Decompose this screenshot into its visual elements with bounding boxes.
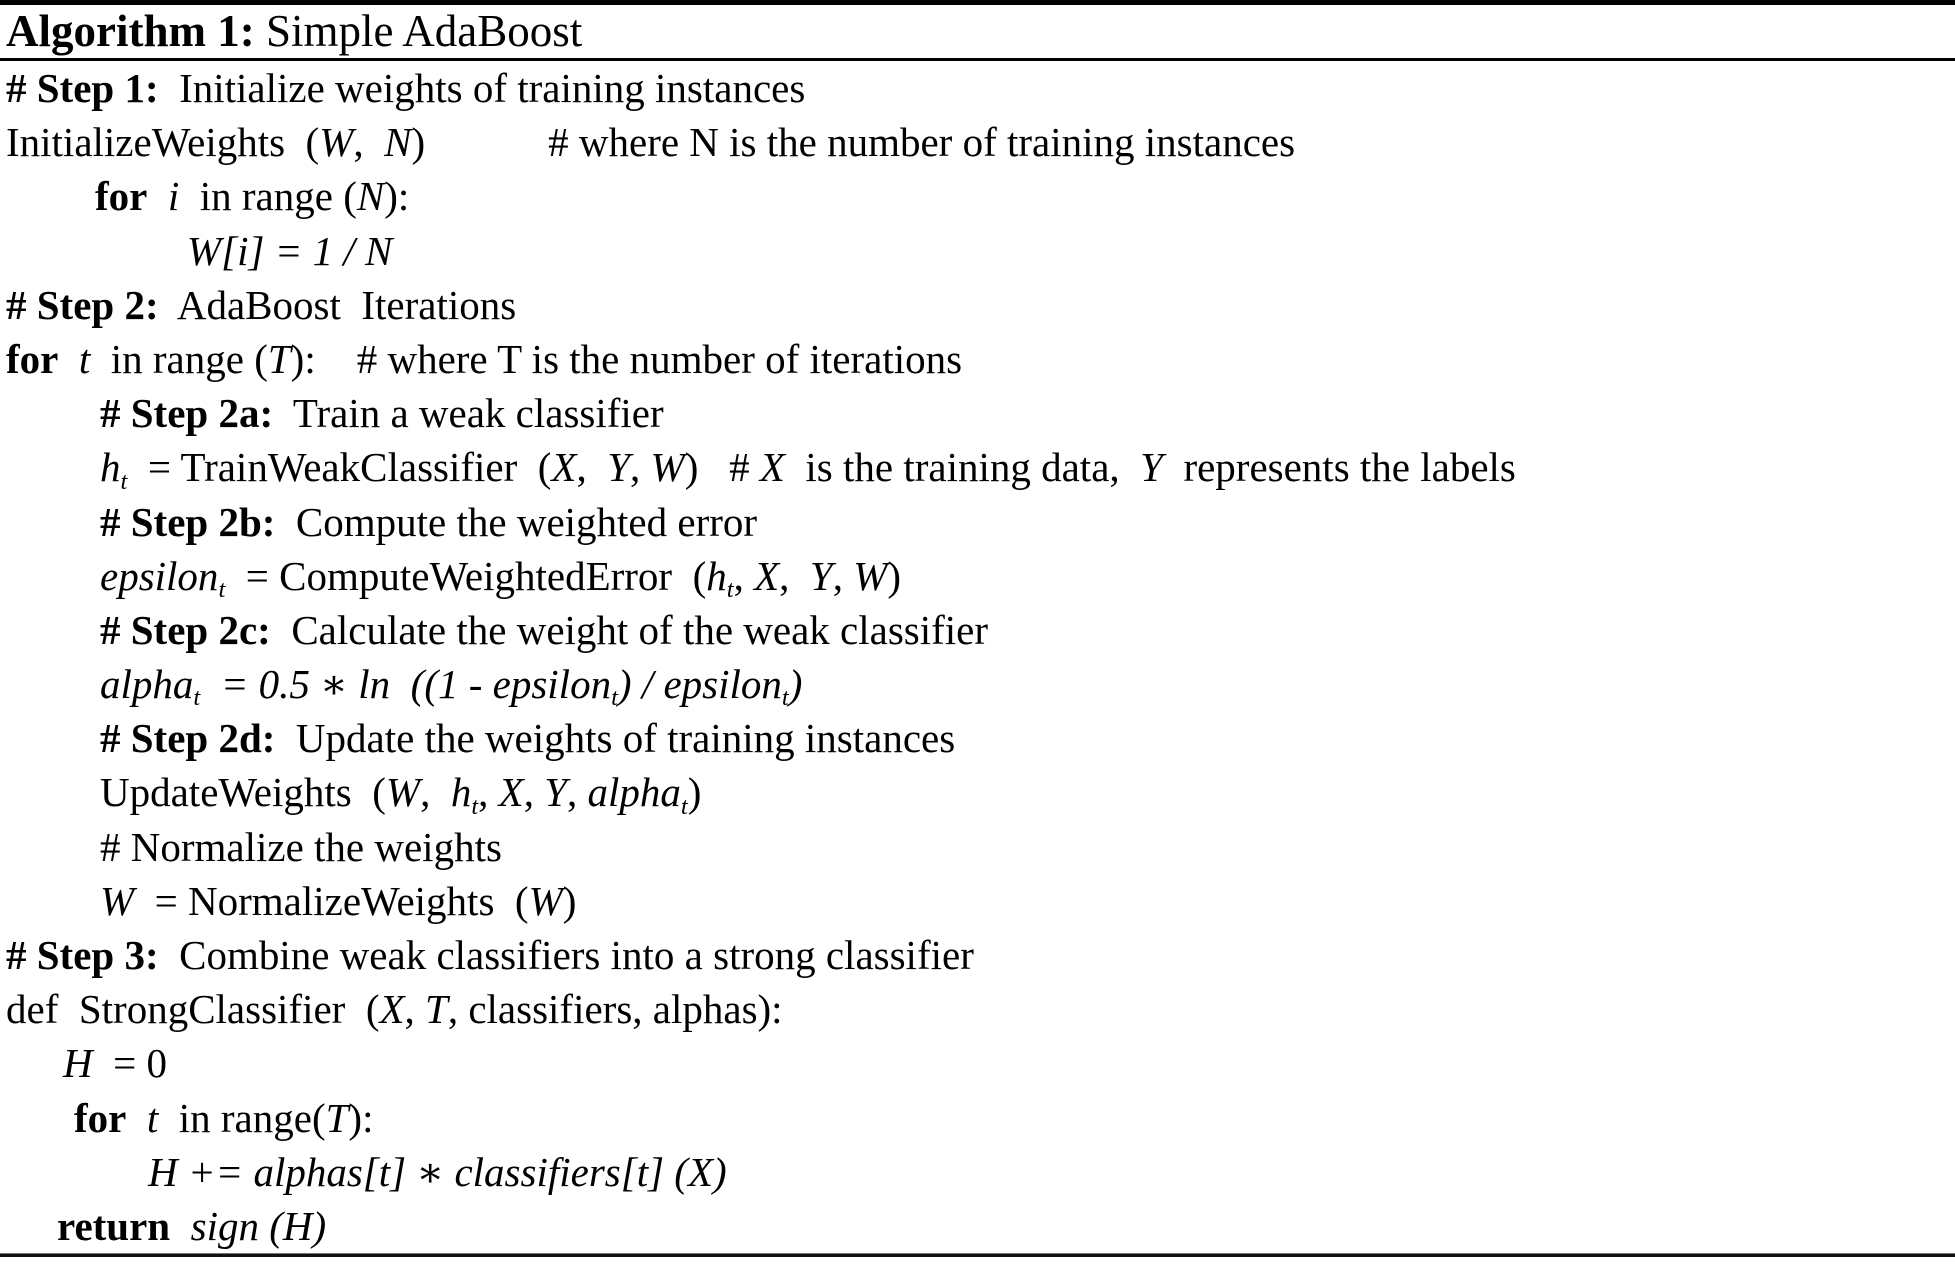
code-segment: W <box>650 444 685 491</box>
code-line-normalizeweights <box>0 874 1955 928</box>
code-segment: Y <box>544 769 568 816</box>
code-segment: for <box>95 173 148 220</box>
code-segment: Y <box>809 552 833 599</box>
code-segment: , <box>832 552 854 599</box>
code-segment: T <box>267 335 291 382</box>
code-segment: t <box>471 792 479 820</box>
code-segment: H += alphas[t] ∗ classifiers[t] (X) <box>148 1148 727 1195</box>
code-segment: Y <box>607 444 631 491</box>
code-segment: , <box>478 769 499 816</box>
code-segment: ): <box>348 1094 374 1141</box>
code-segment: X <box>759 444 785 491</box>
code-line-for-t <box>0 332 1955 386</box>
code-segment: , <box>353 119 385 166</box>
code-segment: W <box>319 119 354 166</box>
code-segment: , <box>779 552 810 599</box>
code-segment: t <box>120 467 128 495</box>
code-segment: , <box>733 552 755 599</box>
code-segment: t <box>146 1094 159 1141</box>
code-segment: i <box>167 173 180 220</box>
code-segment: t <box>193 684 201 712</box>
code-segment: ) / epsilon <box>617 661 782 708</box>
code-segment: # where N is the number of training instances <box>548 119 1296 166</box>
code-segment: # Step 2: <box>6 281 159 328</box>
code-segment: , <box>523 769 545 816</box>
code-segment: Update the weights of training instances <box>275 715 956 762</box>
code-segment: t <box>611 684 618 712</box>
code-segment: InitializeWeights ( <box>6 119 320 166</box>
code-line-updateweights <box>0 765 1955 819</box>
code-line-epsilon <box>0 549 1955 603</box>
code-segment: Calculate the weight of the weak classifier <box>270 606 989 653</box>
code-segment: X <box>551 444 577 491</box>
code-line-step2d <box>0 711 1955 765</box>
code-segment: , <box>404 986 426 1033</box>
code-line-step2b <box>0 495 1955 549</box>
code-segment: UpdateWeights ( <box>100 769 386 816</box>
code-line-h-accumulate <box>0 1145 1955 1199</box>
code-segment: h <box>450 769 472 816</box>
code-segment: W <box>100 877 135 924</box>
code-segment: in range ( <box>90 335 268 382</box>
code-segment <box>126 1095 147 1141</box>
code-segment: = 0.5 ∗ ln ((1 - epsilon <box>200 661 612 708</box>
code-segment: # Step 1: <box>6 65 159 111</box>
code-segment: X <box>754 552 780 599</box>
code-segment: ) <box>411 119 549 166</box>
code-segment: t <box>680 792 688 820</box>
code-segment: T <box>425 986 448 1033</box>
code-segment: return <box>57 1202 171 1249</box>
code-segment: , <box>630 444 651 491</box>
code-segment <box>170 1203 191 1249</box>
code-segment: t <box>218 576 226 604</box>
code-segment: = 0 <box>92 1040 167 1087</box>
algorithm-title <box>0 5 1955 58</box>
code-segment: ): # where T is the number of iterations <box>290 335 963 382</box>
code-segment: , <box>576 444 608 491</box>
code-segment: # Step 2b: <box>100 498 276 545</box>
code-segment: ) # <box>684 444 760 491</box>
code-segment: Initialize weights of training instances <box>158 65 806 111</box>
code-line-step1 <box>0 61 1955 115</box>
code-segment: ) <box>687 769 702 816</box>
code-line-normalize-comment <box>0 820 1955 874</box>
code-segment: ) <box>788 661 803 708</box>
code-segment: # Step 2d: <box>100 715 276 762</box>
code-segment: AdaBoost Iterations <box>158 281 517 328</box>
code-segment: = TrainWeakClassifier ( <box>127 444 552 491</box>
code-segment: # Step 2c: <box>100 606 271 653</box>
code-segment: t <box>78 335 91 382</box>
code-segment: ): <box>384 173 410 220</box>
code-line-for-i <box>0 169 1955 223</box>
code-line-return <box>0 1199 1955 1253</box>
code-segment: h <box>100 444 121 491</box>
code-line-def-strong <box>0 982 1955 1036</box>
code-line-w-assign <box>0 224 1955 278</box>
code-segment: Y <box>1140 444 1163 491</box>
code-segment: Combine weak classifiers into a strong classifier <box>158 932 974 978</box>
code-segment: , <box>420 769 451 816</box>
code-segment: , <box>567 769 588 816</box>
code-segment: W <box>528 877 563 924</box>
code-line-step3 <box>0 928 1955 982</box>
code-segment: def StrongClassifier ( <box>6 986 380 1033</box>
code-segment: X <box>498 769 524 816</box>
code-segment: Simple AdaBoost <box>254 6 583 56</box>
code-line-initweights <box>0 115 1955 169</box>
code-segment: , classifiers, alphas): <box>447 986 783 1033</box>
code-segment: h <box>706 552 727 599</box>
code-segment <box>58 336 79 382</box>
code-segment: represents the labels <box>1162 444 1516 491</box>
algorithm-body <box>0 61 1955 1253</box>
code-segment: Algorithm 1: <box>6 6 255 56</box>
code-segment: alpha <box>587 769 681 816</box>
code-line-step2a <box>0 386 1955 440</box>
code-segment: in range ( <box>179 173 357 220</box>
code-segment: t <box>726 576 734 604</box>
code-segment: N <box>384 119 412 166</box>
code-segment: in range( <box>158 1094 326 1141</box>
code-segment: W[i] = 1 / N <box>187 227 393 274</box>
code-segment: Train a weak classifier <box>273 390 664 437</box>
code-line-step2c <box>0 603 1955 657</box>
code-line-for-t2 <box>0 1091 1955 1145</box>
code-line-step2 <box>0 278 1955 332</box>
code-segment: alpha <box>100 661 194 708</box>
code-segment: = ComputeWeightedError ( <box>225 552 707 599</box>
code-segment: Compute the weighted error <box>275 498 758 545</box>
code-segment: # Step 3: <box>6 932 159 978</box>
code-segment: N <box>356 173 385 220</box>
code-segment: ) <box>562 877 577 924</box>
code-segment: epsilon <box>100 552 219 599</box>
code-segment: # Step 2a: <box>100 390 274 437</box>
code-line-train <box>0 440 1955 494</box>
code-segment: = NormalizeWeights ( <box>134 877 529 924</box>
code-segment: T <box>325 1094 349 1141</box>
code-segment: sign (H) <box>190 1202 327 1249</box>
code-segment: W <box>853 552 888 599</box>
code-segment: # Normalize the weights <box>100 823 502 870</box>
code-segment: for <box>6 335 59 382</box>
code-segment: W <box>385 769 421 816</box>
code-segment: is the training data, <box>784 444 1141 491</box>
code-segment: ) <box>887 552 901 599</box>
code-segment: for <box>74 1094 127 1141</box>
code-segment <box>147 173 168 219</box>
code-line-alpha <box>0 657 1955 711</box>
code-segment: X <box>379 986 405 1033</box>
code-line-h-init <box>0 1036 1955 1090</box>
code-segment: t <box>781 684 789 712</box>
code-segment: H <box>63 1040 93 1087</box>
bottom-rule <box>0 1253 1955 1257</box>
